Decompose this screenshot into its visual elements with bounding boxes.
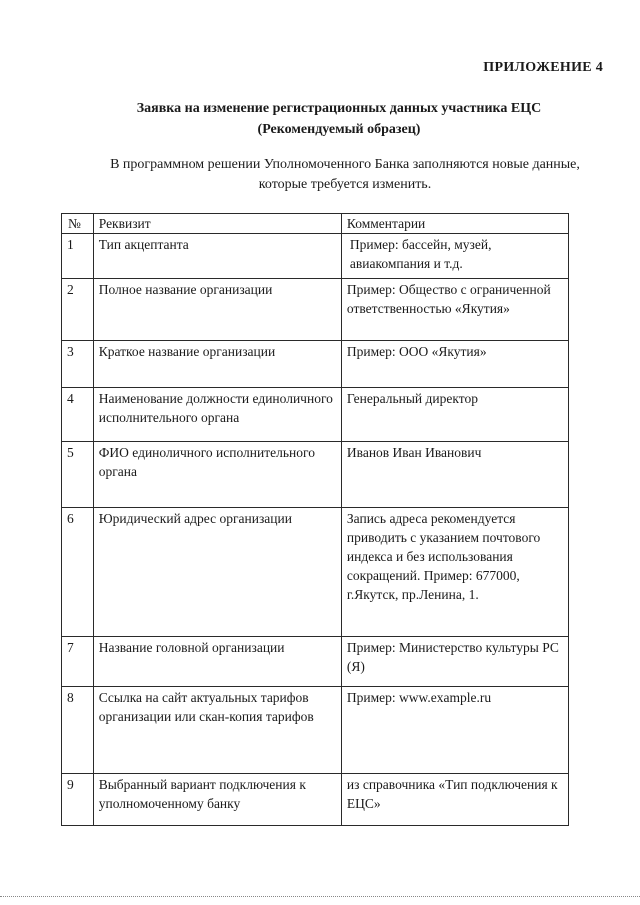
table-row [62, 442, 569, 508]
row-number: 6 [62, 508, 94, 637]
row-number: 4 [62, 388, 94, 442]
intro-text [0, 155, 640, 195]
row-field: ФИО единоличного исполнительного органа [93, 442, 341, 508]
row-comment: Пример: www.example.ru [341, 687, 568, 774]
row-field: Название головной организации [93, 637, 341, 687]
row-number: 3 [62, 341, 94, 388]
row-comment: из справочника «Тип подключения к ЕЦС» [341, 774, 568, 826]
row-field: Выбранный вариант подключения к уполномоченному банку [93, 774, 341, 826]
header-comment: Комментарии [341, 214, 568, 234]
table-row [62, 341, 569, 388]
requisites-table [61, 213, 569, 826]
title-line-2: (Рекомендуемый образец) [257, 122, 421, 137]
row-comment: Запись адреса рекомендуется приводить с указанием почтового индекса и без использования сокращений. Пример: 677000, г.Якутск, пр.Ленина, 1. [341, 508, 568, 637]
header-num: № [62, 214, 94, 234]
row-comment: Иванов Иван Иванович [341, 442, 568, 508]
row-comment: Пример: Общество с ограниченной ответственностью «Якутия» [341, 279, 568, 341]
row-comment: Пример: бассейн, музей, авиакомпания и т.д. [341, 234, 568, 279]
row-field: Полное название организации [93, 279, 341, 341]
table-row [62, 774, 569, 826]
title-line-1: Заявка на изменение регистрационных данных участника ЕЦС [136, 101, 542, 116]
table-row [62, 637, 569, 687]
table-row [62, 234, 569, 279]
row-comment: Генеральный директор [341, 388, 568, 442]
row-number: 8 [62, 687, 94, 774]
row-comment: Пример: Министерство культуры РС (Я) [341, 637, 568, 687]
row-number: 9 [62, 774, 94, 826]
table-header-row [62, 214, 569, 234]
table-row [62, 687, 569, 774]
row-number: 5 [62, 442, 94, 508]
row-field: Юридический адрес организации [93, 508, 341, 637]
table-row [62, 508, 569, 637]
row-field: Ссылка на сайт актуальных тарифов организации или скан-копия тарифов [93, 687, 341, 774]
row-number: 7 [62, 637, 94, 687]
document-title [0, 98, 640, 140]
header-field: Реквизит [93, 214, 341, 234]
row-field: Краткое название организации [93, 341, 341, 388]
row-field: Наименование должности единоличного исполнительного органа [93, 388, 341, 442]
appendix-label: ПРИЛОЖЕНИЕ 4 [483, 60, 603, 75]
row-comment: Пример: ООО «Якутия» [341, 341, 568, 388]
row-field: Тип акцептанта [93, 234, 341, 279]
table-row [62, 279, 569, 341]
page-bottom-divider [0, 896, 640, 897]
row-number: 1 [62, 234, 94, 279]
row-number: 2 [62, 279, 94, 341]
table-row [62, 388, 569, 442]
intro-line-2: которые требуется изменить. [258, 177, 432, 192]
intro-line-1: В программном решении Уполномоченного Банка заполняются новые данные, [110, 157, 580, 172]
